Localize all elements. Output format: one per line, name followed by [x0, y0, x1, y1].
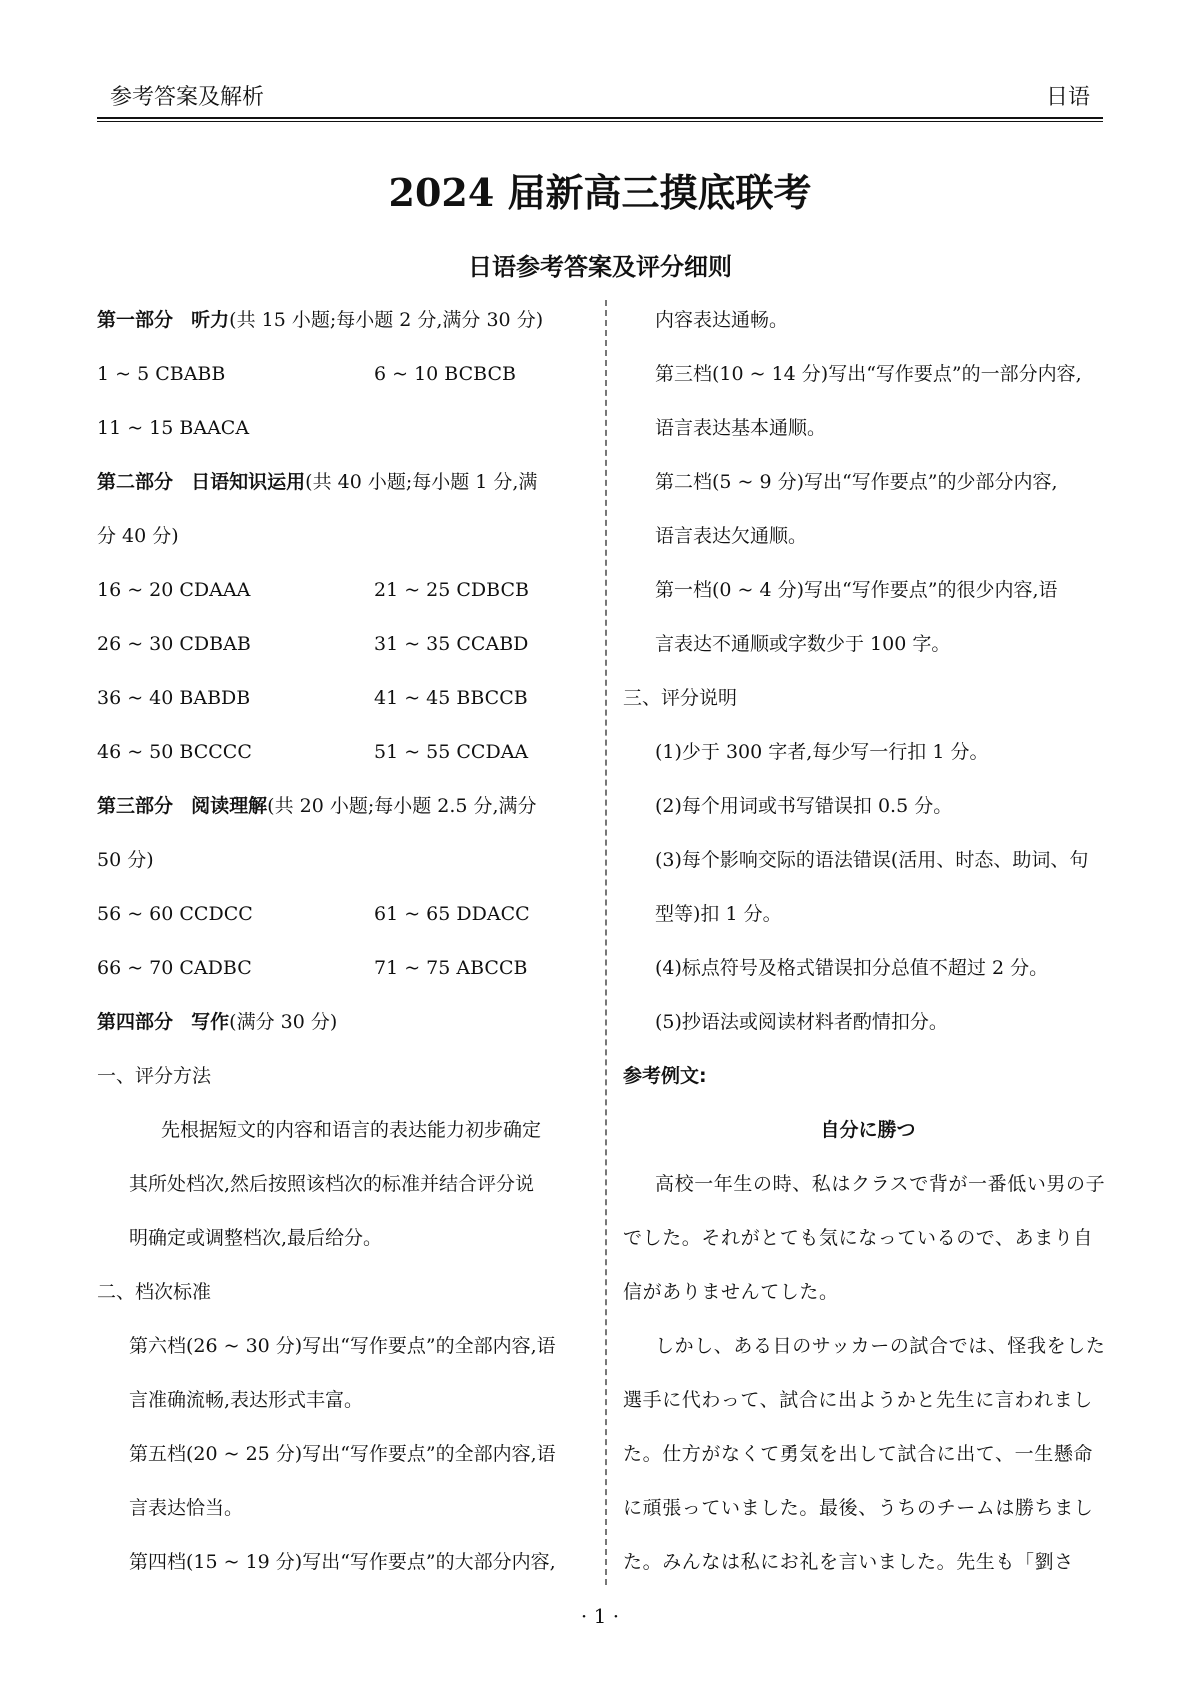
sample-essay-label: 参考例文:	[623, 1065, 707, 1087]
essay-line: た。みんなは私にお礼を言いました。先生も「劉さ	[623, 1551, 1074, 1573]
answer-group: 36 ~ 40 BABDB	[97, 687, 251, 709]
answer-group: 46 ~ 50 BCCCC	[97, 741, 252, 763]
answer-group: 21 ~ 25 CDBCB	[374, 579, 529, 601]
header-rule-thin	[97, 121, 1103, 122]
rule-line: 型等)扣 1 分。	[655, 903, 782, 925]
rule-line: (1)少于 300 字者,每少写一行扣 1 分。	[655, 741, 989, 763]
section-heading: 三、评分说明	[623, 687, 738, 709]
part-label: 第二部分	[97, 471, 174, 493]
rule-line: (2)每个用词或书写错误扣 0.5 分。	[655, 795, 953, 817]
answer-group: 1 ~ 5 CBABB	[97, 363, 226, 385]
part-label: 第三部分	[97, 795, 174, 817]
section-heading: 一、评分方法	[97, 1065, 212, 1087]
answer-group: 61 ~ 65 DDACC	[374, 903, 530, 925]
essay-line: 高校一年生の時、私はクラスで背が一番低い男の子	[655, 1173, 1106, 1195]
grade-line: 第三档(10 ~ 14 分)写出“写作要点”的一部分内容,	[655, 363, 1082, 385]
part-note: (共 15 小题;每小题 2 分,满分 30 分)	[229, 309, 544, 331]
grade-line: 言表达不通顺或字数少于 100 字。	[655, 633, 951, 655]
essay-line: しかし、ある日のサッカーの試合では、怪我をした	[655, 1335, 1106, 1357]
essay-line: に頑張っていました。最後、うちのチームは勝ちまし	[623, 1497, 1094, 1519]
answer-group: 51 ~ 55 CCDAA	[374, 741, 529, 763]
answer-group: 16 ~ 20 CDAAA	[97, 579, 251, 601]
essay-title: 自分に勝つ	[820, 1119, 916, 1141]
part-note-continued: 分 40 分)	[97, 525, 179, 547]
answer-group: 41 ~ 45 BBCCB	[374, 687, 528, 709]
answer-group: 56 ~ 60 CCDCC	[97, 903, 253, 925]
grade-line: 语言表达基本通顺。	[655, 417, 827, 439]
grade-line: 第六档(26 ~ 30 分)写出“写作要点”的全部内容,语	[129, 1335, 556, 1357]
rule-line: (3)每个影响交际的语法错误(活用、时态、助词、句	[655, 849, 1089, 871]
grade-line: 言准确流畅,表达形式丰富。	[129, 1389, 364, 1411]
answer-group: 71 ~ 75 ABCCB	[374, 957, 528, 979]
part-name: 阅读理解	[191, 795, 268, 817]
header-subject-title: 参考答案及解析	[110, 85, 265, 110]
paragraph-line: 先根据短文的内容和语言的表达能力初步确定	[161, 1119, 542, 1141]
right-column	[623, 293, 1113, 1589]
answer-row	[97, 401, 592, 455]
answer-group: 6 ~ 10 BCBCB	[374, 363, 516, 385]
page-number: · 1 ·	[580, 1604, 620, 1628]
column-divider	[605, 300, 607, 1585]
answer-group: 11 ~ 15 BAACA	[97, 417, 250, 439]
part1-heading	[97, 293, 592, 347]
page-subtitle: 日语参考答案及评分细则	[468, 253, 732, 281]
answer-row	[97, 563, 592, 617]
answer-group: 31 ~ 35 CCABD	[374, 633, 529, 655]
header-language: 日语	[1045, 85, 1090, 110]
answer-row	[97, 725, 592, 779]
answer-row	[97, 887, 592, 941]
grade-line: 第二档(5 ~ 9 分)写出“写作要点”的少部分内容,	[655, 471, 1058, 493]
paragraph-line: 明确定或调整档次,最后给分。	[129, 1227, 383, 1249]
grade-line: 第一档(0 ~ 4 分)写出“写作要点”的很少内容,语	[655, 579, 1058, 601]
part-label: 第四部分	[97, 1011, 174, 1033]
answer-row	[97, 617, 592, 671]
grade-line: 第四档(15 ~ 19 分)写出“写作要点”的大部分内容,	[129, 1551, 556, 1573]
part-name: 日语知识运用	[191, 471, 306, 493]
answer-row	[97, 347, 592, 401]
part2-heading	[97, 455, 592, 509]
essay-line: でした。それがとても気になっているので、あまり自	[623, 1227, 1094, 1249]
part-note: (共 20 小题;每小题 2.5 分,满分	[267, 795, 537, 817]
grade-line: 内容表达通畅。	[655, 309, 789, 331]
rule-line: (5)抄语法或阅读材料者酌情扣分。	[655, 1011, 948, 1033]
essay-line: た。仕方がなくて勇気を出して試合に出て、一生懸命	[623, 1443, 1094, 1465]
grade-line: 言表达恰当。	[129, 1497, 244, 1519]
part-label: 第一部分	[97, 309, 174, 331]
essay-line: 信がありませんてした。	[623, 1281, 839, 1303]
rule-line: (4)标点符号及格式错误扣分总值不超过 2 分。	[655, 957, 1049, 979]
part-note: (满分 30 分)	[229, 1011, 338, 1033]
part4-heading	[97, 995, 592, 1049]
answer-row	[97, 941, 592, 995]
part-note-continued: 50 分)	[97, 849, 154, 871]
essay-line: 選手に代わって、試合に出ようかと先生に言われまし	[623, 1389, 1093, 1411]
paragraph-line: 其所处档次,然后按照该档次的标准并结合评分说	[129, 1173, 535, 1195]
answer-group: 66 ~ 70 CADBC	[97, 957, 252, 979]
part-note: (共 40 小题;每小题 1 分,满	[305, 471, 538, 493]
section-heading: 二、档次标准	[97, 1281, 212, 1303]
grade-line: 第五档(20 ~ 25 分)写出“写作要点”的全部内容,语	[129, 1443, 556, 1465]
answer-group: 26 ~ 30 CDBAB	[97, 633, 251, 655]
part-name: 听力	[191, 309, 230, 331]
part3-heading	[97, 779, 592, 833]
header-rule	[97, 117, 1103, 119]
page-title: 2024 届新高三摸底联考	[388, 170, 812, 215]
grade-line: 语言表达欠通顺。	[655, 525, 808, 547]
left-column	[97, 293, 592, 1589]
part-name: 写作	[191, 1011, 230, 1033]
answer-row	[97, 671, 592, 725]
